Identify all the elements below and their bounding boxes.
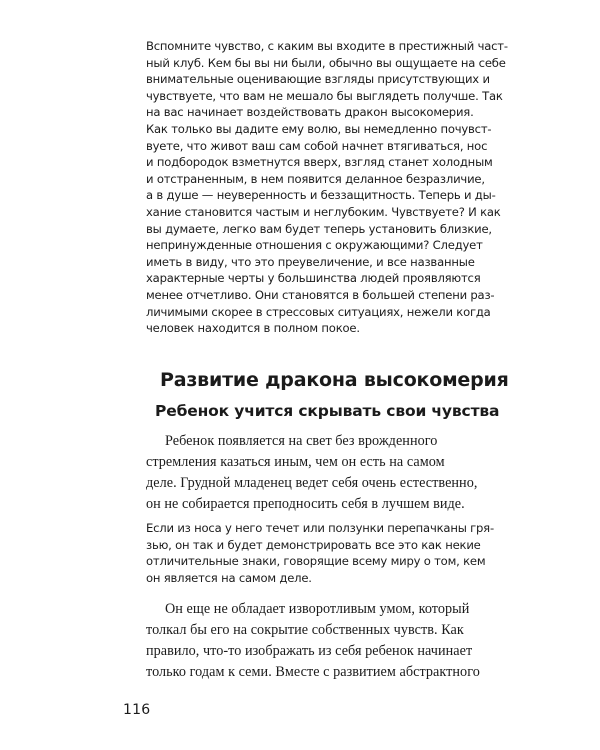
text-line: зью, он так и будет демонстрировать все это как некие [146,537,481,552]
text-line: иметь в виду, что это преувеличение, и все названные [146,254,475,269]
text-line: толкал бы его на сокрытие собственных чувств. Как [146,622,464,638]
subsection-title: Ребенок учится скрывать свои чувства [155,402,500,420]
text-line: отличительные знаки, говорящие всему миру о том, кем [146,554,486,569]
serif-paragraph-3 [146,599,480,683]
text-line: чувствуете, что вам не мешало бы выглядеть получше. Так [146,88,503,103]
text-line: менее отчетливо. Они становятся в большей степени раз- [146,287,495,302]
serif-paragraph-1 [146,431,476,515]
text-line: и подбородок взметнутся вверх, взгляд станет холодным [146,155,493,170]
text-line: правило, что-то изображать из себя ребенок начинает [146,643,473,659]
page-number: 116 [123,702,151,718]
text-line: личимыми скорее в стрессовых ситуациях, нежели когда [146,304,491,319]
text-line: деле. Грудной младенец ведет себя очень естественно, [146,475,478,491]
text-line: стремления казаться иным, чем он есть на самом [146,454,445,470]
text-line: он не собирается преподносить себя в лучшем виде. [146,496,465,512]
text-line: хание становится частым и неглубоким. Чувствуете? И как [146,204,501,219]
text-line: он является на самом деле. [146,570,312,585]
intro-paragraph [146,38,508,337]
text-line: Вспомните чувство, с каким вы входите в престижный част- [146,39,508,53]
text-line: человек находится в полном покое. [146,321,360,336]
text-line: вуете, что живот ваш сам собой начнет втягиваться, нос [146,138,488,153]
text-line: Если из носа у него течет или ползунки перепачканы гря- [146,521,494,535]
text-line: Ребенок появляется на свет без врожденного [165,433,438,449]
text-line: на вас начинает воздействовать дракон высокомерия. [146,105,474,120]
text-line: непринужденные отношения с окружающими? Следует [146,238,483,253]
text-line: и отстраненным, в нем появится деланное безразличие, [146,171,485,186]
text-line: вы думаете, легко вам будет теперь установить близкие, [146,221,492,236]
text-line: только годам к семи. Вместе с развитием абстрактного [146,664,480,680]
text-line: характерные черты у большинства людей проявляются [146,271,481,286]
section-title: Развитие дракона высокомерия [160,369,509,391]
text-line: а в душе — неуверенность и беззащитность. Теперь и ды- [146,188,496,203]
sans-paragraph-2 [146,520,494,586]
text-line: внимательные оценивающие взгляды присутствующих и [146,72,490,87]
text-line: Как только вы дадите ему волю, вы немедленно почувст- [146,121,492,136]
text-line: Он еще не обладает изворотливым умом, который [165,601,470,617]
text-line: ный клуб. Кем бы вы ни были, обычно вы ощущаете на себе [146,55,506,70]
